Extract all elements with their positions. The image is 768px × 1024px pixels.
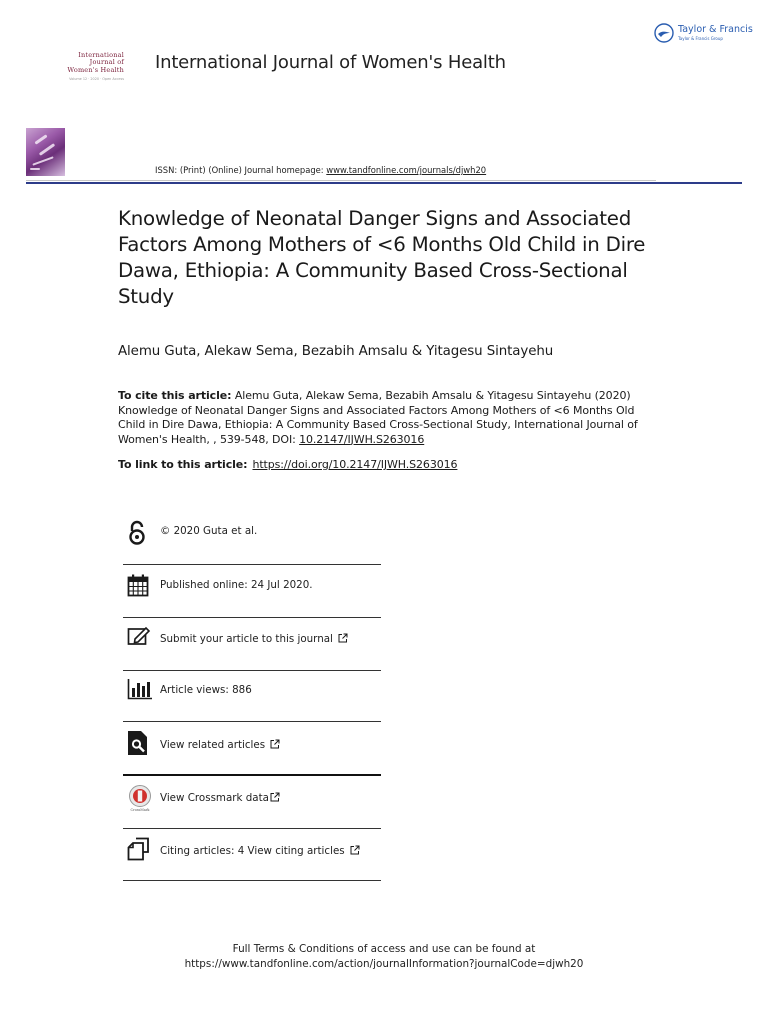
citation-label: To cite this article: bbox=[118, 389, 232, 402]
published-text: Published online: 24 Jul 2020. bbox=[160, 579, 313, 591]
copyright-row bbox=[123, 517, 381, 547]
info-divider bbox=[123, 880, 381, 881]
article-views-row bbox=[123, 677, 381, 707]
info-divider bbox=[123, 617, 381, 618]
journal-homepage-link[interactable]: www.tandfonline.com/journals/djwh20 bbox=[326, 165, 487, 175]
copyright-text: © 2020 Guta et al. bbox=[160, 525, 258, 537]
submit-article-text: Submit your article to this journal bbox=[160, 633, 333, 645]
citing-articles-row[interactable] bbox=[123, 836, 381, 866]
journal-logo-line: Women's Health bbox=[67, 65, 124, 74]
external-link-icon bbox=[338, 633, 348, 643]
open-access-icon bbox=[127, 520, 147, 546]
related-articles-link[interactable] bbox=[160, 739, 280, 751]
published-row bbox=[123, 572, 381, 602]
external-link-icon bbox=[350, 845, 360, 855]
journal-cover-image[interactable] bbox=[26, 128, 65, 176]
article-views-text: Article views: 886 bbox=[160, 684, 252, 696]
article-authors: Alemu Guta, Alekaw Sema, Bezabih Amsalu & Yitagesu Sintayehu bbox=[118, 344, 554, 359]
citing-articles-text: Citing articles: 4 View citing articles bbox=[160, 845, 345, 857]
citing-articles-icon bbox=[127, 837, 151, 861]
crossmark-link[interactable] bbox=[160, 792, 280, 804]
journal-logo-volume: Volume 12 · 2020 · Open Access bbox=[69, 77, 124, 82]
submit-article-link[interactable] bbox=[160, 633, 348, 645]
journal-logo bbox=[52, 52, 124, 86]
related-articles-icon bbox=[127, 730, 149, 756]
related-articles-row[interactable] bbox=[123, 730, 381, 760]
journal-title: International Journal of Women's Health bbox=[155, 52, 506, 73]
footer-terms-text: Full Terms & Conditions of access and use can be found at bbox=[232, 943, 536, 955]
submit-article-row[interactable] bbox=[123, 625, 381, 655]
article-link-block bbox=[118, 458, 457, 471]
info-divider bbox=[123, 828, 381, 829]
crossmark-row[interactable] bbox=[123, 783, 381, 815]
info-divider bbox=[123, 564, 381, 565]
citing-articles-link[interactable] bbox=[160, 845, 360, 857]
publisher-logo-icon bbox=[654, 23, 674, 43]
external-link-icon bbox=[270, 792, 280, 802]
issn-line bbox=[155, 165, 486, 175]
issn-text: ISSN: (Print) (Online) Journal homepage: bbox=[155, 165, 327, 175]
journal-logo-line: International bbox=[78, 51, 124, 59]
crossmark-logo-text: CrossMark bbox=[130, 808, 150, 812]
info-divider bbox=[123, 774, 381, 776]
article-link-label: To link to this article: bbox=[118, 458, 248, 471]
calendar-icon bbox=[127, 574, 149, 598]
info-divider bbox=[123, 670, 381, 671]
crossmark-text: View Crossmark data bbox=[160, 792, 269, 804]
info-divider bbox=[123, 721, 381, 722]
citation-block bbox=[118, 389, 643, 447]
journal-logo-line: Journal of bbox=[89, 58, 124, 67]
citation-text: Alemu Guta, Alekaw Sema, Bezabih Amsalu & Yitagesu Sintayehu (2020) Knowledge of Neonatal Danger Signs and Associated Factors Among Mothers of <6 Months Old Child in Dire Dawa, Ethiopia: A Community Based Cross-Sectional Study, International Journal of Women's Health, , 539-548, DOI: bbox=[118, 389, 638, 446]
bar-chart-icon bbox=[127, 678, 153, 700]
citation-doi-link[interactable]: 10.2147/IJWH.S263016 bbox=[299, 432, 425, 446]
external-link-icon bbox=[270, 739, 280, 749]
header-divider bbox=[26, 182, 742, 184]
footer-terms-url[interactable]: https://www.tandfonline.com/action/journalInformation?journalCode=djwh20 bbox=[184, 958, 584, 970]
article-doi-link[interactable]: https://doi.org/10.2147/IJWH.S263016 bbox=[252, 458, 458, 471]
publisher-name: Taylor & Francis bbox=[678, 24, 753, 35]
related-articles-text: View related articles bbox=[160, 739, 266, 751]
header-divider-thin bbox=[26, 180, 656, 181]
footer-terms bbox=[0, 942, 768, 972]
publisher-sub: Taylor & Francis Group bbox=[678, 36, 723, 41]
article-title: Knowledge of Neonatal Danger Signs and Associated Factors Among Mothers of <6 Months Old Child in Dire Dawa, Ethiopia: A Community Based Cross-Sectional Study bbox=[118, 207, 646, 308]
edit-icon bbox=[127, 625, 151, 647]
publisher-logo[interactable] bbox=[654, 22, 754, 46]
